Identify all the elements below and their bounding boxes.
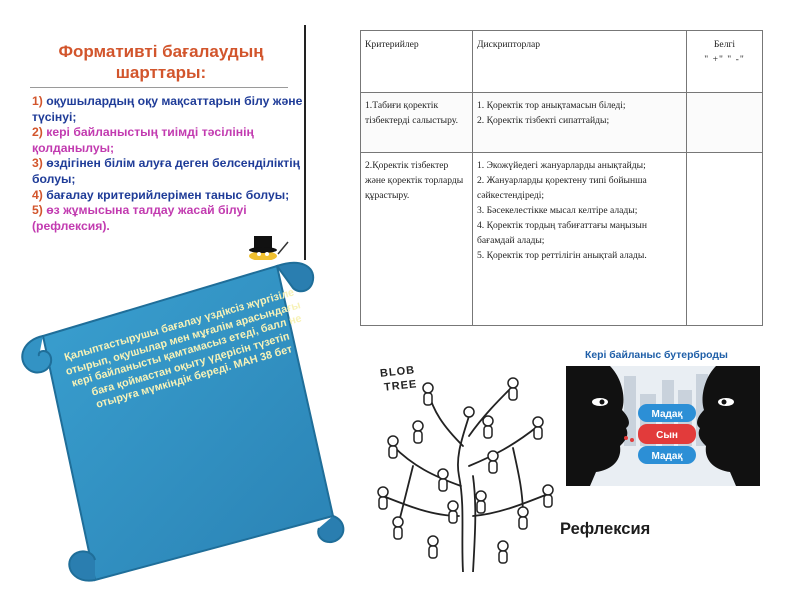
descriptor-cell: 1. Экожүйедегі жануарларды анықтайды; 2. Жануарларды қоректену типі бойынша сәйкестендіреді; 3. Бәсекелестікке мысал келтіре алады; 4. Қоректік тордың табиғаттағы маңызын бағамдай алады; 5. Қоректік тор реттілігін анықтай алады. (473, 153, 687, 326)
formative-conditions-panel (20, 25, 302, 260)
panel-divider (304, 25, 306, 260)
mark-options: " +" " -" (704, 54, 745, 65)
criteria-table (360, 30, 763, 326)
title-underline (30, 87, 288, 88)
feedback-sandwich-illustration (566, 366, 760, 486)
table-row (361, 93, 763, 153)
criterion-cell: 2.Қоректік тізбектер және қоректік торларды құрастыру. (361, 153, 473, 326)
header-criteria: Критерийлер (361, 31, 473, 93)
header-mark: Белгі " +" " -" (687, 31, 763, 93)
sandwich-label-3: Мадақ (651, 451, 683, 462)
top-hat-character-icon (238, 232, 292, 260)
reflection-label: Рефлексия (560, 520, 651, 538)
mark-cell[interactable] (687, 153, 763, 326)
mark-cell[interactable] (687, 93, 763, 153)
table-row (361, 153, 763, 326)
sandwich-label-1: Мадақ (651, 409, 683, 420)
scroll-text: Қалыптастырушы бағалау үздіксіз жүргізіле отырып, оқушылар мен мұғалім арасындағы кері байланысты қамтамасыз етеді, балл не баға қоймастан оқыту үдерісін түзетіп отыруға мүмкіндік береді. МАН 38 бет (63, 286, 304, 412)
condition-item-4: 4) бағалау критерийлерімен таныс болуы; (32, 187, 290, 202)
descriptor-cell: 1. Қоректік тор анықтамасын біледі; 2. Қоректік тізбекті сипаттайды; (473, 93, 687, 153)
table-header-row (361, 31, 763, 93)
condition-item-3: 3) өздігінен білім алуға деген белсенділіктің болуы; (32, 156, 301, 186)
condition-item-2: 2) кері байланыстың тиімді тәсілінің қолданылуы; (32, 125, 254, 155)
blob-tree-illustration (373, 366, 555, 572)
conditions-title-line2: шарттары: (115, 63, 207, 82)
blob-tree-label-2: TREE (383, 378, 418, 394)
sandwich-label-2: Сын (656, 430, 678, 441)
criterion-cell: 1.Табиғи қоректік тізбектерді салыстыру. (361, 93, 473, 153)
conditions-title-line1: Формативті бағалаудың (58, 42, 264, 61)
conditions-title (20, 41, 302, 83)
blob-tree-label-1: BLOB (379, 364, 416, 380)
sandwich-title: Кері байланыс бутерброды (585, 350, 728, 361)
header-descriptors: Дискрипторлар (473, 31, 687, 93)
conditions-list (32, 94, 307, 234)
condition-item-5: 5) өз жұмысына талдау жасай білуі (рефлексия). (32, 203, 247, 233)
condition-item-1: 1) оқушылардың оқу мақсаттарын білу және түсінуі; (32, 94, 303, 124)
